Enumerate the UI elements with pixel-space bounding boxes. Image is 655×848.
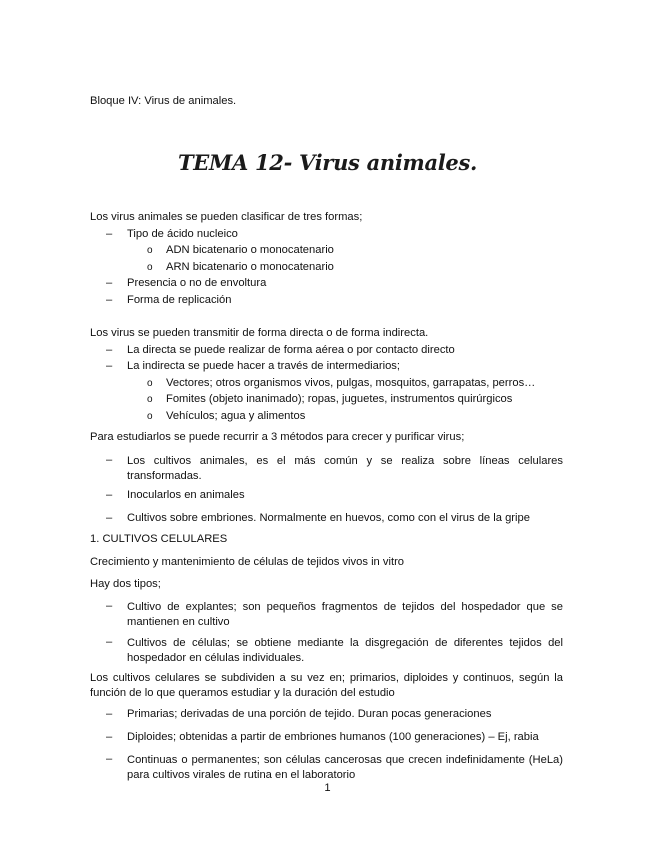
list-item: La indirecta se puede hacer a través de intermediarios; [127, 360, 401, 372]
dash-bullet: – [106, 454, 113, 466]
list-item: Presencia o no de envoltura [127, 277, 267, 289]
sub-list-item: Vectores; otros organismos vivos, pulgas, mosquitos, garrapatas, perros… [166, 377, 536, 389]
dash-bullet: – [106, 360, 113, 372]
methods-paragraph: Para estudiarlos se puede recurrir a 3 métodos para crecer y purificar virus; [90, 431, 465, 443]
page-number: 1 [324, 782, 331, 794]
dash-bullet: – [106, 512, 113, 524]
dash-bullet: – [106, 489, 113, 501]
page-title: TEMA 12- Virus animales. [177, 150, 478, 175]
dash-bullet: – [106, 708, 113, 720]
dash-bullet: – [106, 636, 113, 648]
list-item: Forma de replicación [127, 294, 232, 306]
transmission-paragraph: Los virus se pueden transmitir de forma directa o de forma indirecta. [90, 327, 429, 339]
dash-bullet: – [106, 344, 113, 356]
circle-bullet: o [147, 262, 153, 273]
intro-paragraph: Los virus animales se pueden clasificar de tres formas; [90, 211, 363, 223]
dash-bullet: – [106, 600, 113, 612]
sub-list-item: Vehículos; agua y alimentos [166, 410, 306, 422]
paragraph: Crecimiento y mantenimiento de células de tejidos vivos in vitro [90, 556, 405, 568]
list-item: Cultivo de explantes; son pequeños fragmentos de tejidos del hospedador que se mantienen en cultivo [127, 601, 563, 628]
section-heading: 1. CULTIVOS CELULARES [90, 533, 228, 545]
circle-bullet: o [147, 394, 153, 405]
list-item: Tipo de ácido nucleico [127, 228, 238, 240]
dash-bullet: – [106, 731, 113, 743]
list-item: Los cultivos animales, es el más común y se realiza sobre líneas celulares transformadas. [127, 455, 563, 482]
paragraph: Los cultivos celulares se subdividen a su vez en; primarios, diploides y continuos, según la función de lo que queramos estudiar y la duración del estudio [90, 672, 563, 699]
sub-list-item: ADN bicatenario o monocatenario [166, 244, 334, 256]
list-item: La directa se puede realizar de forma aérea o por contacto directo [127, 344, 455, 356]
dash-bullet: – [106, 277, 113, 289]
list-item: Primarias; derivadas de una porción de tejido. Duran pocas generaciones [127, 708, 492, 720]
list-item: Cultivos de células; se obtiene mediante la disgregación de diferentes tejidos del hospedador en células individuales. [127, 637, 563, 664]
list-item: Diploides; obtenidas a partir de embriones humanos (100 generaciones) – Ej, rabia [127, 731, 539, 743]
list-item: Cultivos sobre embriones. Normalmente en huevos, como con el virus de la gripe [127, 512, 530, 524]
circle-bullet: o [147, 411, 153, 422]
dash-bullet: – [106, 753, 113, 765]
document-header: Bloque IV: Virus de animales. [90, 95, 237, 107]
sub-list-item: ARN bicatenario o monocatenario [166, 261, 334, 273]
dash-bullet: – [106, 228, 113, 240]
paragraph: Hay dos tipos; [90, 578, 161, 590]
list-item: Inocularlos en animales [127, 489, 245, 501]
list-item: Continuas o permanentes; son células cancerosas que crecen indefinidamente (HeLa) para cultivos virales de rutina en el laboratorio [127, 754, 563, 781]
dash-bullet: – [106, 294, 113, 306]
circle-bullet: o [147, 245, 153, 256]
sub-list-item: Fomites (objeto inanimado); ropas, juguetes, instrumentos quirúrgicos [166, 393, 513, 405]
circle-bullet: o [147, 378, 153, 389]
